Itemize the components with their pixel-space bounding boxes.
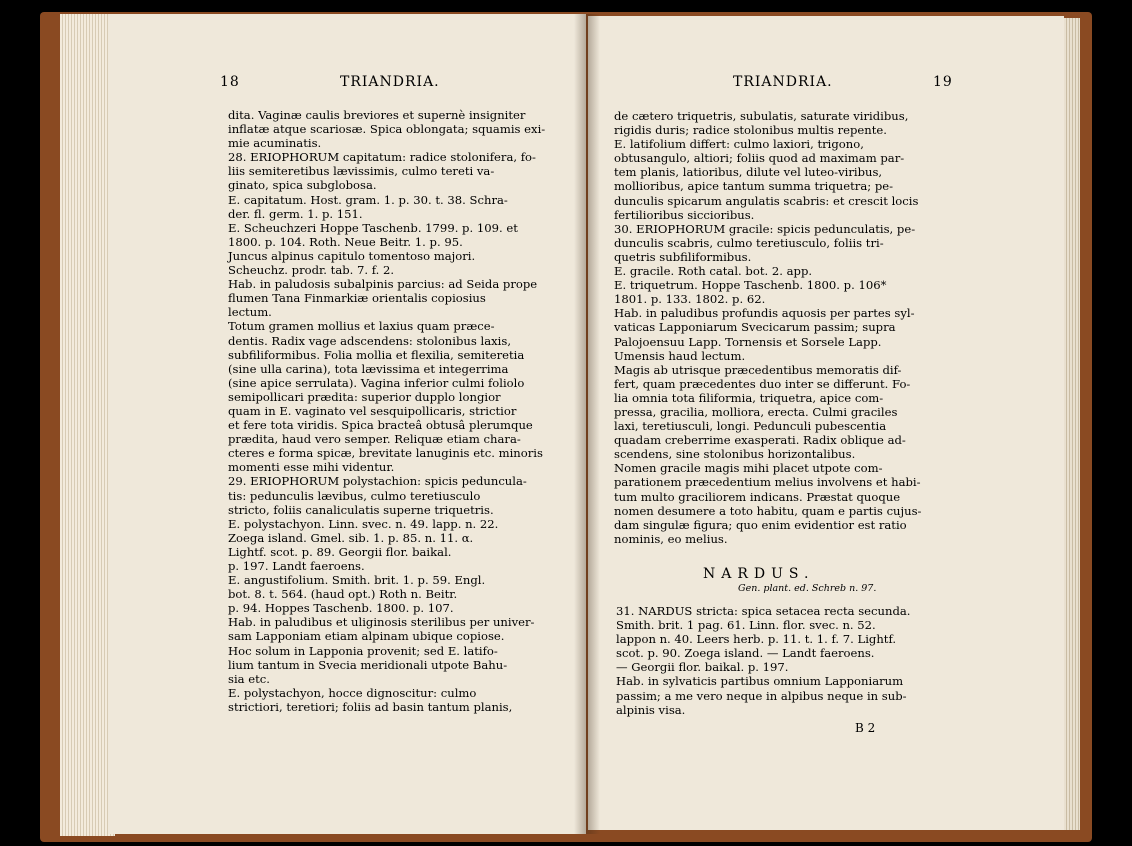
- text-line: dita. Vaginæ caulis breviores et supernè insigniter: [228, 108, 526, 122]
- text-line: dentis. Radix vage adscendens: stolonibus laxis,: [228, 333, 511, 348]
- text-line: laxi, teretiusculi, longi. Pedunculi pubescentia: [614, 419, 887, 434]
- text-line: rigidis duris; radice stolonibus multis repente.: [614, 123, 887, 138]
- left-page-title: TRIANDRIA.: [340, 74, 440, 90]
- text-line: der. fl. germ. 1. p. 151.: [228, 206, 363, 221]
- text-line: Juncus alpinus capitulo tomentoso majori.: [228, 248, 476, 263]
- text-line: mollioribus, apice tantum summa triquetra; pe-: [614, 179, 894, 194]
- text-line: subfiliformibus. Folia mollia et flexilia, semiteretia: [228, 347, 525, 362]
- text-line: cteres e forma spicæ, brevitate lanuginis etc. minoris: [228, 446, 543, 461]
- text-line: obtusangulo, altiori; foliis quod ad maximam par-: [614, 151, 905, 166]
- text-line: fert, quam præcedentes duo inter se differunt. Fo-: [614, 376, 911, 391]
- text-line: (sine ulla carina), tota lævissima et integerrima: [228, 361, 509, 376]
- text-line: Hab. in paludibus profundis aquosis per partes syl-: [614, 306, 915, 321]
- text-line: tum multo graciliorem indicans. Præstat quoque: [614, 489, 901, 504]
- text-line: et fere tota viridis. Spica bracteâ obtusâ plerumque: [228, 418, 533, 433]
- text-line: p. 197. Landt faeroens.: [228, 559, 365, 573]
- text-line: sam Lapponiam etiam alpinam ubique copiose.: [228, 629, 505, 644]
- genus-heading: NARDUS.: [703, 566, 815, 582]
- right-page-text: [614, 109, 921, 546]
- text-line: flumen Tana Finmarkiæ orientalis copiosius: [228, 291, 486, 306]
- text-line: Hab. in paludosis subalpinis parcius: ad Seida prope: [228, 277, 538, 292]
- text-line: stricto, foliis canaliculatis superne triquetris.: [228, 502, 494, 517]
- text-line: Nomen gracile magis mihi placet utpote com-: [614, 461, 883, 476]
- text-line: fertilioribus siccioribus.: [614, 207, 755, 222]
- text-line: lium tantum in Svecia meridionali utpote Bahu-: [228, 657, 508, 672]
- text-line: E. polystachyon. Linn. svec. n. 49. lapp. n. 22.: [228, 516, 499, 531]
- text-line: passim; a me vero neque in alpibus neque in sub-: [616, 688, 907, 703]
- text-line: 1801. p. 133. 1802. p. 62.: [614, 292, 766, 307]
- text-line: Hab. in sylvaticis partibus omnium Lapponiarum: [616, 674, 904, 689]
- text-line: p. 94. Hoppes Taschenb. 1800. p. 107.: [228, 601, 454, 616]
- text-line: E. angustifolium. Smith. brit. 1. p. 59. Engl.: [228, 573, 486, 588]
- text-line: quadam creberrime exasperati. Radix oblique ad-: [614, 433, 906, 448]
- text-line: lectum.: [228, 305, 272, 320]
- text-line: Totum gramen mollius et laxius quam præce-: [228, 319, 495, 334]
- text-line: lia omnia tota filiformia, triquetra, apice com-: [614, 390, 884, 405]
- text-line: Zoega island. Gmel. sib. 1. p. 85. n. 11. α.: [228, 530, 474, 545]
- left-page-number: 18: [220, 74, 240, 90]
- text-line: Umensis haud lectum.: [614, 348, 746, 363]
- text-line: E. triquetrum. Hoppe Taschenb. 1800. p. 106*: [614, 278, 887, 293]
- text-line: ginato, spica subglobosa.: [228, 178, 377, 193]
- text-line: E. polystachyon, hocce dignoscitur: culmo: [228, 685, 477, 700]
- text-line: vaticas Lapponiarum Svecicarum passim; supra: [614, 320, 896, 335]
- text-line: dunculis scabris, culmo teretiusculo, foliis tri-: [614, 235, 884, 250]
- text-line: dam singulæ figura; quo enim evidentior est ratio: [614, 517, 907, 532]
- text-line: (sine apice serrulata). Vagina inferior culmi foliolo: [228, 375, 525, 390]
- text-line: Hoc solum in Lapponia provenit; sed E. latifo-: [228, 643, 498, 658]
- left-page-text: [228, 108, 545, 714]
- text-line: prædita, haud vero semper. Reliquæ etiam chara-: [228, 432, 521, 447]
- text-line: parationem præcedentium melius involvens et habi-: [614, 475, 921, 490]
- text-line: nomen desumere a toto habitu, quam e partis cujus-: [614, 503, 922, 518]
- right-page-number: 19: [933, 74, 953, 90]
- text-line: Magis ab utrisque præcedentibus memoratis dif-: [614, 362, 902, 377]
- text-line: Lightf. scot. p. 89. Georgii flor. baikal.: [228, 544, 452, 559]
- text-line: bot. 8. t. 564. (haud opt.) Roth n. Beitr.: [228, 587, 458, 602]
- text-line: Scheuchz. prodr. tab. 7. f. 2.: [228, 263, 395, 278]
- text-line: E. Scheuchzeri Hoppe Taschenb. 1799. p. 109. et: [228, 220, 518, 235]
- text-line: scendens, sine stolonibus horizontalibus.: [614, 447, 856, 462]
- text-line: Hab. in paludibus et uliginosis sterilibus per univer-: [228, 615, 535, 630]
- text-line: semipollicari prædita: superior dupplo longior: [228, 389, 501, 404]
- text-line: E. capitatum. Host. gram. 1. p. 30. t. 38. Schra-: [228, 192, 508, 207]
- text-line: sia etc.: [228, 671, 270, 686]
- text-line: — Georgii flor. baikal. p. 197.: [616, 660, 789, 675]
- text-line: momenti esse mihi videntur.: [228, 460, 395, 475]
- text-line: 31. NARDUS stricta: spica setacea recta secunda.: [616, 604, 911, 618]
- text-line: liis semiteretibus lævissimis, culmo tereti va-: [228, 164, 495, 179]
- right-page-title: TRIANDRIA.: [733, 74, 833, 90]
- text-line: mie acuminatis.: [228, 136, 322, 151]
- genus-reference: Gen. plant. ed. Schreb n. 97.: [738, 583, 877, 594]
- text-line: tis: pedunculis lævibus, culmo teretiusculo: [228, 488, 481, 503]
- text-line: 28. ERIOPHORUM capitatum: radice stolonifera, fo-: [228, 150, 536, 165]
- text-line: tem planis, latioribus, dilute vel luteo-viribus,: [614, 165, 883, 180]
- text-line: inflatæ atque scariosæ. Spica oblongata; squamis exi-: [228, 122, 546, 137]
- text-line: 30. ERIOPHORUM gracile: spicis pedunculatis, pe-: [614, 221, 916, 236]
- text-line: quam in E. vaginato vel sesquipollicaris, strictior: [228, 403, 517, 418]
- text-line: strictiori, teretiori; foliis ad basin tantum planis,: [228, 699, 513, 714]
- text-line: lappon n. 40. Leers herb. p. 11. t. 1. f. 7. Lightf.: [616, 632, 897, 647]
- text-line: nominis, eo melius.: [614, 531, 728, 546]
- text-line: dunculis spicarum angulatis scabris: et crescit locis: [614, 193, 919, 208]
- text-line: 1800. p. 104. Roth. Neue Beitr. 1. p. 95.: [228, 234, 463, 249]
- text-line: pressa, gracilia, molliora, erecta. Culmi graciles: [614, 404, 898, 419]
- text-line: alpinis visa.: [616, 702, 686, 717]
- text-line: scot. p. 90. Zoega island. — Landt faeroens.: [616, 646, 875, 661]
- text-line: de cætero triquetris, subulatis, saturate viridibus,: [614, 109, 909, 123]
- page-edges-left: [60, 14, 115, 836]
- right-page-text-bottom: [616, 604, 911, 717]
- book-gutter: [574, 14, 600, 834]
- text-line: E. gracile. Roth catal. bot. 2. app.: [614, 264, 813, 279]
- signature-mark: B 2: [855, 721, 876, 735]
- text-line: E. latifolium differt: culmo laxiori, trigono,: [614, 137, 864, 152]
- text-line: Smith. brit. 1 pag. 61. Linn. flor. svec. n. 52.: [616, 618, 876, 633]
- text-line: 29. ERIOPHORUM polystachion: spicis peduncula-: [228, 474, 527, 489]
- text-line: quetris subfiliformibus.: [614, 249, 752, 264]
- text-line: Palojoensuu Lapp. Tornensis et Sorsele Lapp.: [614, 334, 882, 349]
